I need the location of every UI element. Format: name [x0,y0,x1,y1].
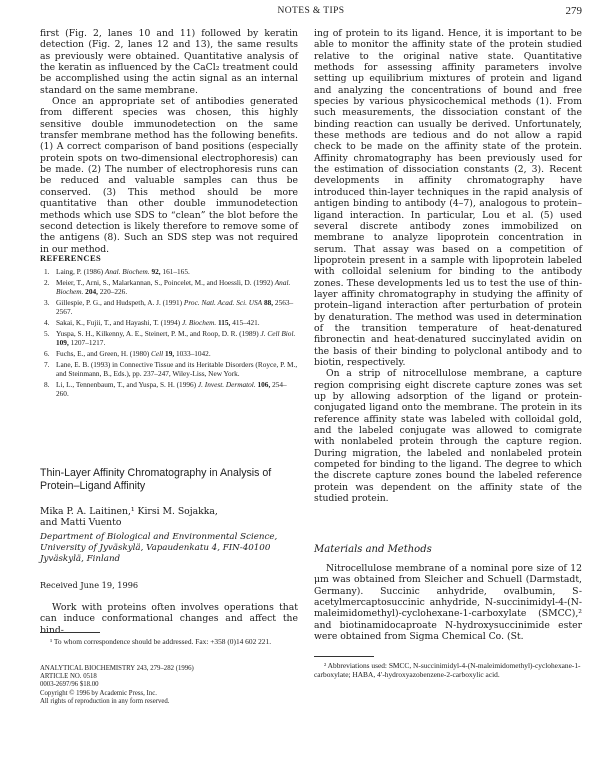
footnote-2: ² Abbreviations used: SMCC, N-succinimidyl-4-(N-maleimidomethyl)-cyclohexane-1-carboxylate; HABA, 4′-hydroxyazobenzene-2-carboxylic acid. [314,661,581,679]
journal-info-line-3: 0003-2697/96 $18.00 [40,681,99,689]
journal-info-line-4: Copyright © 1996 by Academic Press, Inc. [40,689,157,697]
reference-vol: 109, [56,338,69,348]
reference-vol: 88, [262,298,274,308]
journal-info [40,665,298,706]
article-authors [40,506,298,529]
reference-item [40,350,298,359]
reference-pre: Meier, T., Arni, S., Malarkannan, S., Poincelet, M., and Hoessli, D. (1992) [56,278,275,288]
reference-number: 3. [44,298,50,308]
running-header [40,6,582,20]
references-heading: REFERENCES [40,253,102,263]
reference-post: 1207–1217. [68,338,106,348]
left-column [40,28,298,255]
reference-journal: Cell [151,349,164,359]
reference-journal: J. Cell Biol. [260,329,296,339]
reference-journal: Anal. Biochem. [56,278,291,296]
reference-pre: Yuspa, S. H., Kilkenny, A. E., Steinert, P. M., and Roop, D. R. (1989) [56,329,261,339]
reference-item [40,361,298,379]
reference-pre: Gillespie, P. G., and Hudspeth, A. J. (1991) [56,298,184,308]
reference-number: 2. [44,278,50,288]
received-date: Received June 19, 1996 [40,580,139,590]
reference-journal: Anal. Biochem. [104,267,150,276]
materials-methods-text [314,563,582,642]
reference-number: 8. [44,380,50,390]
reference-pre: Laing, P. (1986) [56,267,105,276]
reference-item [40,319,298,328]
reference-vol: 115, [216,318,231,328]
reference-item [40,299,298,317]
reference-number: 7. [44,360,50,370]
right-paragraph-2: On a strip of nitrocellulose membrane, a capture region comprising eight discrete capture zones was set up by allowing adsorption of the ligand or protein-conjugated ligand onto the membrane. The protein in its reference affinity state was labeled with colloidal gold, and the labeled conjugate was allowed to comigrate with nonlabeled protein through the capture region. During migration, the labeled and nonlabeled protein competed for binding to the ligand. The degree to which the discrete capture zones bound the labeled reference protein was dependent on the affinity state of the studied protein. [314,368,582,505]
article-affiliation: Department of Biological and Environmental Science, University of Jyväskylä, Vapaudenkatu 4, FIN-40100 Jyväskylä, Finland [40,532,278,565]
reference-item [40,330,298,348]
authors-line-2: and Matti Vuento [40,517,122,529]
reference-number: 6. [44,349,50,359]
materials-methods-heading: Materials and Methods [314,544,432,555]
reference-journal: J. Invest. Dermatol. [197,380,256,390]
reference-post: 254–260. [56,380,287,399]
reference-post: 2563–2567. [56,298,294,316]
reference-vol: 106, [255,380,271,390]
references-list [40,268,298,401]
reference-number: 4. [44,318,50,328]
materials-methods-paragraph: Nitrocellulose membrane of a nominal pore size of 12 μm was obtained from Sleicher and Schuell (Darmstadt, Germany). Succinic anhydride, ovalbumin, S-acetylmercaptosuccinic anhydride, N-succinimidyl-4-(N-maleimidomethyl)-cyclohexane-1-carboxylate (SMCC),² and biotinamidocaproate N-hydroxysuccinimide ester were obtained from Sigma Chemical Co. (St. [314,563,582,643]
reference-item [40,381,298,399]
reference-pre: Sakai, K., Fujii, T., and Hayashi, T. (1994) [56,318,182,328]
reference-journal: J. Biochem. [181,318,217,328]
page-number: 279 [565,5,582,17]
intro-paragraph: Work with proteins often involves operations that can induce conformational changes and affect the bind- [40,602,298,636]
left-paragraph-1: first (Fig. 2, lanes 10 and 11) followed by keratin detection (Fig. 2, lanes 12 and 13), the same results as previously were obtained. Quantitative analysis of the keratin as influenced by the CaCl₂ treatment could be accomplished using the actin signal as an internal standard on the same membrane. [40,28,298,96]
reference-number: 1. [44,267,50,276]
reference-item [40,268,298,277]
running-title: NOTES & TIPS [277,6,345,16]
journal-info-line-2: ARTICLE NO. 0518 [40,673,97,681]
article-title: Thin-Layer Affinity Chromatography in Analysis of Protein–Ligand Affinity [40,467,272,493]
footnote-rule-left [40,632,100,633]
journal-info-line-1: ANALYTICAL BIOCHEMISTRY 243, 279–282 (1996) [40,665,194,672]
reference-vol: 19, [163,349,175,359]
reference-item [40,279,298,297]
left-paragraph-2: Once an appropriate set of antibodies generated from different species was chosen, this highly sensitive double immunodetection on the same transfer membrane method has the following benefits. (1) A correct comparison of band positions (especially protein spots on two-dimensional electrophoresis) can be made. (2) The number of electrophoresis runs can be reduced and valuable samples can thus be conserved. (3) This method should be more quantitative than other double immunodetection methods which use SDS to “clean” the blot before the second detection is likely therefore to remove some of the antigens (8). Such an SDS step was not required in our method. [40,96,298,255]
footnote-rule-right [314,656,374,657]
journal-info-line-5: All rights of reproduction in any form reserved. [40,697,170,705]
right-column [314,28,582,504]
right-paragraph-1: ing of protein to its ligand. Hence, it is important to be able to monitor the affinity state of the protein studied relative to the original native state. Quantitative methods for assessing affinity parameters involve setting up equilibrium mixtures of protein and ligand and analyzing the concentrations of bound and free species by various physicochemical methods (1). From such measurements, the dissociation constant of the binding reaction can usually be derived. Unfortunately, these methods are tedious and do not allow a rapid check to be made on the affinity state of the protein. Affinity chromatography has been previously used for the estimation of dissociation constants (2, 3). Recent developments in affinity chromatography have introduced thin-layer techniques in the rapid analysis of antigen binding to antibody (4–7), analogous to protein–ligand interaction. In particular, Lou et al. (5) used several discrete antibody zones immobilized on membrane to analyze lipoprotein concentration in serum. That assay was based on a competition of lipoprotein present in a sample with lipoprotein labeled with colloidal selenium for binding to the antibody zones. These developments led us to test the use of thin-layer affinity chromatography in studying the affinity of protein–ligand interaction after perturbation of protein by denaturation. The method was used in determination of the transition temperature of heat-denatured fibronectin and heat-denatured succinylated avidin on the basis of their binding to polyclonal antibody and to biotin, respectively. [314,28,582,368]
reference-post: 415–421. [230,318,260,328]
authors-line-1: Mika P. A. Laitinen,¹ Kirsi M. Sojakka, [40,506,218,517]
reference-number: 5. [44,329,50,339]
reference-post: 1033–1042. [174,349,211,359]
reference-pre: Li, L., Tennenbaum, T., and Yuspa, S. H. (1996) [56,380,198,390]
reference-post: 161–165. [160,267,190,276]
reference-pre: Fuchs, E., and Green, H. (1980) [56,349,152,359]
reference-vol: 92, [149,267,161,276]
reference-journal: Proc. Natl. Acad. Sci. USA [183,298,263,308]
reference-post: 220–226. [97,286,128,296]
reference-pre: Lane, E. B. (1993) in Connective Tissue and its Heritable Disorders (Royce, P. M., and Steinmann, B., Eds.), pp. 237–247, Wiley-Liss, New York. [56,360,298,379]
footnote-1: ¹ To whom correspondence should be addressed. Fax: +358 (0)14 602 221. [50,637,272,646]
reference-vol: 204, [83,286,98,296]
